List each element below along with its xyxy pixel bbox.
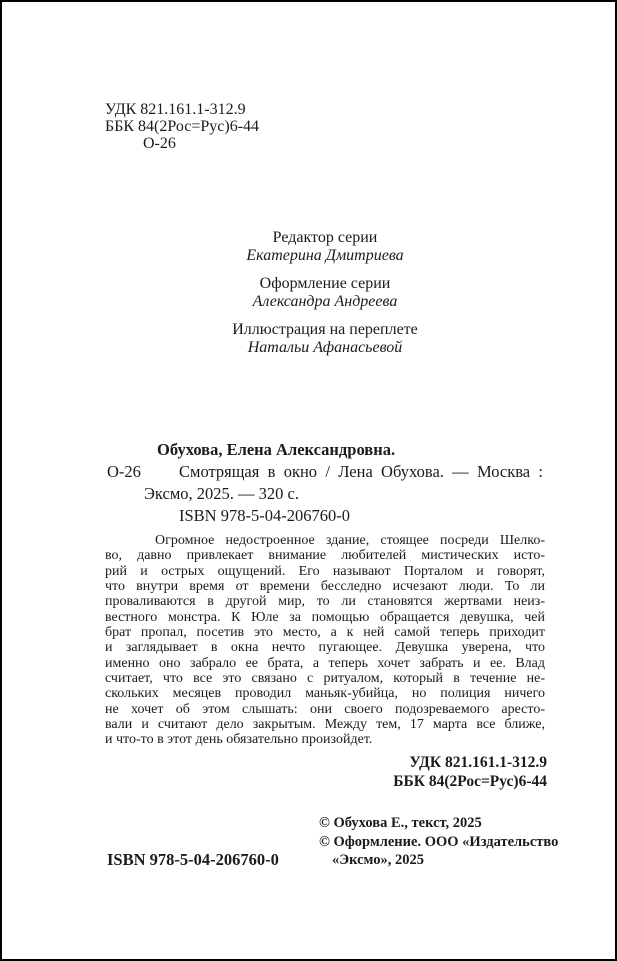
card-index: О-26 [107, 462, 141, 481]
annotation-line: вестного монстра. К Юле за помощью обращается девушка, чей [105, 609, 545, 625]
credit-name: Александра Андреева [252, 293, 398, 310]
credit-role: Иллюстрация на переплете [232, 321, 418, 338]
card-title-line: Смотрящая в окно / Лена Обухова. — Москва : [179, 462, 543, 481]
annotation-line: рий и острых ощущений. Его называют Порталом и говорят, [105, 563, 545, 579]
card-isbn: ISBN 978-5-04-206760-0 [179, 506, 350, 525]
footer-isbn: ISBN 978-5-04-206760-0 [107, 850, 279, 869]
annotation-line: считает, что все это связано с ритуалом, который в течение не- [105, 671, 545, 687]
footer-classification-block [105, 754, 547, 791]
credit-name: Натальи Афанасьевой [247, 339, 403, 356]
annotation-line: брат пропал, посетив это место, а к ней самой теперь приходит [105, 625, 545, 641]
bbk-code: ББК 84(2Рос=Рус)6-44 [105, 118, 260, 135]
annotation-line: что внутри время от времени бесследно исчезают люди. То ли [105, 579, 545, 595]
annotation-line: скольких месяцев проводил маньяк-убийца, но полиция ничего [105, 686, 545, 702]
copyright-line: «Эксмо», 2025 [332, 852, 424, 868]
annotation-line: вали и считают дело закрытым. Между тем, 17 марта все ближе, [105, 717, 545, 733]
footer-bbk-code: ББК 84(2Рос=Рус)6-44 [393, 772, 547, 790]
catalog-card [107, 439, 543, 527]
annotation-line: проваливаются в другой мир, то ли становятся жертвами неиз- [105, 594, 545, 610]
annotation-paragraph [105, 533, 545, 748]
card-author: Обухова, Елена Александровна. [157, 440, 396, 459]
card-description-line [107, 461, 543, 483]
udk-code: УДК 821.161.1-312.9 [105, 101, 246, 118]
copyright-line: © Обухова Е., текст, 2025 [319, 815, 482, 831]
copyright-block [319, 814, 558, 870]
series-credits-block [105, 229, 545, 367]
footer-udk-code: УДК 821.161.1-312.9 [409, 754, 547, 771]
credit-name: Екатерина Дмитриева [246, 247, 404, 264]
top-classification-block [105, 101, 259, 152]
credit-role: Редактор серии [272, 229, 378, 246]
annotation-line: Огромное недостроенное здание, стоящее посреди Шелко- [155, 533, 545, 548]
copyright-line: © Оформление. ООО «Издательство [319, 833, 559, 850]
credit-group-illustration [105, 321, 545, 357]
annotation-line: и заглядывает в окна нечто пугающее. Девушка уверена, что [105, 640, 545, 656]
annotation-line: именно оно забрало ее брата, а теперь хочет забрать и ее. Влад [105, 655, 545, 671]
annotation-line: во, давно привлекает внимание любителей мистических исто- [105, 548, 545, 564]
card-imprint-line: Эксмо, 2025. — 320 с. [144, 484, 299, 503]
author-sign: О-26 [143, 135, 176, 152]
annotation-line: не хочет об этом слышать: они своего подозреваемого аресто- [105, 701, 545, 717]
annotation-line: и что-то в этот день обязательно произойдет. [105, 732, 373, 748]
credit-role: Оформление серии [259, 275, 391, 292]
credit-group-design [105, 275, 545, 311]
credit-group-editor [105, 229, 545, 265]
